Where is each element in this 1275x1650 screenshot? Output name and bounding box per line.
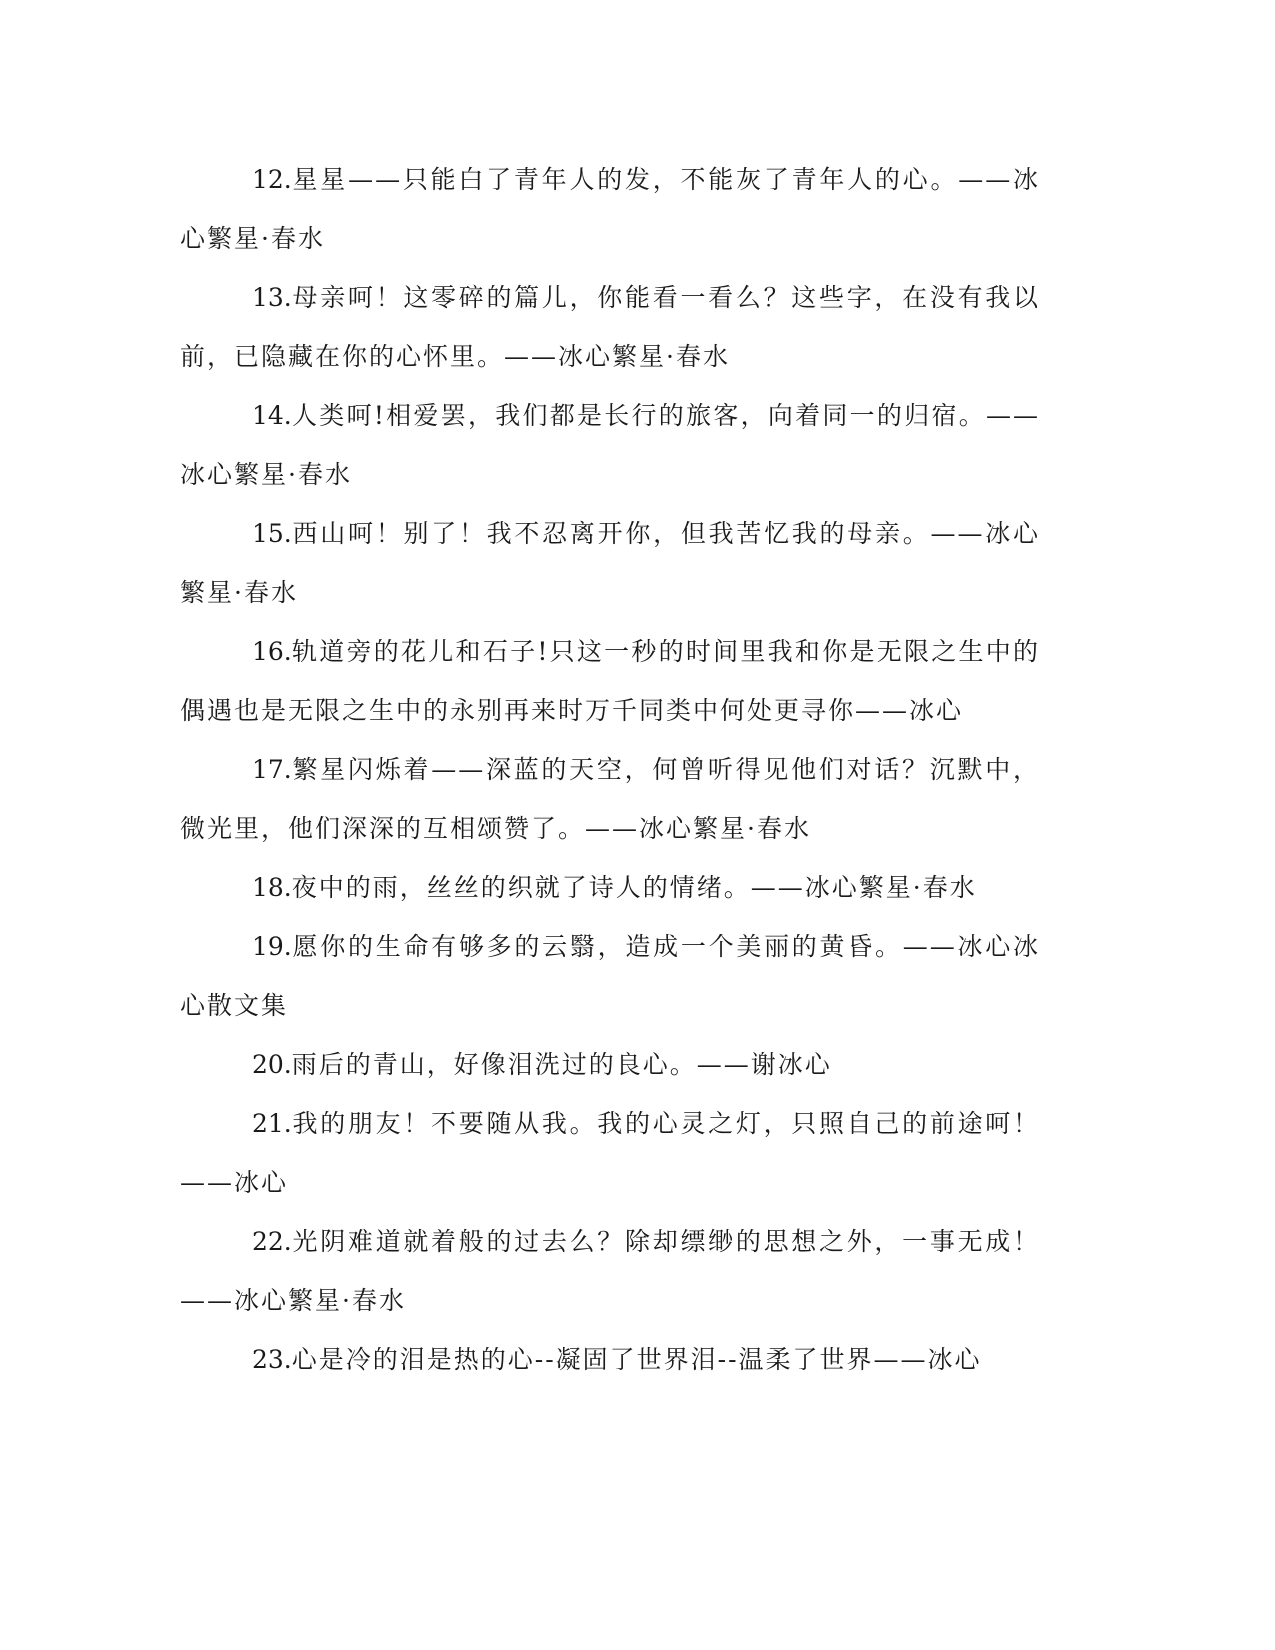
- quote-text: 我的朋友！不要随从我。我的心灵之灯，只照自己的前途呵！——冰心: [180, 1109, 1040, 1197]
- quote-text: 夜中的雨，丝丝的织就了诗人的情绪。——冰心繁星·春水: [291, 873, 977, 902]
- quote-text: 西山呵！别了！我不忍离开你，但我苦忆我的母亲。——冰心繁星·春水: [180, 519, 1040, 607]
- quote-text: 轨道旁的花儿和石子!只这一秒的时间里我和你是无限之生中的偶遇也是无限之生中的永别再来时万千同类中何处更寻你——冰心: [180, 637, 1040, 725]
- quote-entry-23: [180, 1330, 1040, 1389]
- quote-text: 母亲呵！这零碎的篇儿，你能看一看么？这些字，在没有我以前，已隐藏在你的心怀里。——冰心繁星·春水: [180, 283, 1040, 371]
- quote-text: 星星——只能白了青年人的发，不能灰了青年人的心。——冰心繁星·春水: [180, 165, 1040, 253]
- quote-entry-13: [180, 268, 1040, 386]
- quote-entry-22: [180, 1212, 1040, 1330]
- quote-entry-17: [180, 740, 1040, 858]
- quote-list: [180, 150, 1040, 1389]
- quote-entry-14: [180, 386, 1040, 504]
- quote-text: 雨后的青山，好像泪洗过的良心。——谢冰心: [291, 1050, 832, 1079]
- quote-number: 20.: [252, 1050, 292, 1079]
- quote-entry-18: [180, 858, 1040, 917]
- quote-number: 22.: [252, 1227, 292, 1256]
- quote-entry-21: [180, 1094, 1040, 1212]
- quote-number: 17.: [252, 755, 292, 784]
- quote-entry-16: [180, 622, 1040, 740]
- quote-text: 光阴难道就着般的过去么？除却缥缈的思想之外，一事无成！——冰心繁星·春水: [180, 1227, 1040, 1315]
- quote-entry-15: [180, 504, 1040, 622]
- quote-number: 15.: [252, 519, 292, 548]
- quote-number: 19.: [252, 932, 292, 961]
- quote-text: 愿你的生命有够多的云翳，造成一个美丽的黄昏。——冰心冰心散文集: [180, 932, 1040, 1020]
- quote-number: 18.: [252, 873, 292, 902]
- quote-number: 12.: [252, 165, 292, 194]
- quote-entry-12: [180, 150, 1040, 268]
- quote-text: 繁星闪烁着——深蓝的天空，何曾听得见他们对话？沉默中，微光里，他们深深的互相颂赞了。——冰心繁星·春水: [180, 755, 1040, 843]
- quote-entry-20: [180, 1035, 1040, 1094]
- quote-entry-19: [180, 917, 1040, 1035]
- quote-number: 23.: [252, 1345, 292, 1374]
- quote-text: 人类呵!相爱罢，我们都是长行的旅客，向着同一的归宿。——冰心繁星·春水: [180, 401, 1040, 489]
- quote-number: 16.: [252, 637, 292, 666]
- quote-number: 14.: [252, 401, 292, 430]
- quote-number: 21.: [252, 1109, 292, 1138]
- quote-number: 13.: [252, 283, 292, 312]
- quote-text: 心是冷的泪是热的心--凝固了世界泪--温柔了世界——冰心: [291, 1345, 982, 1374]
